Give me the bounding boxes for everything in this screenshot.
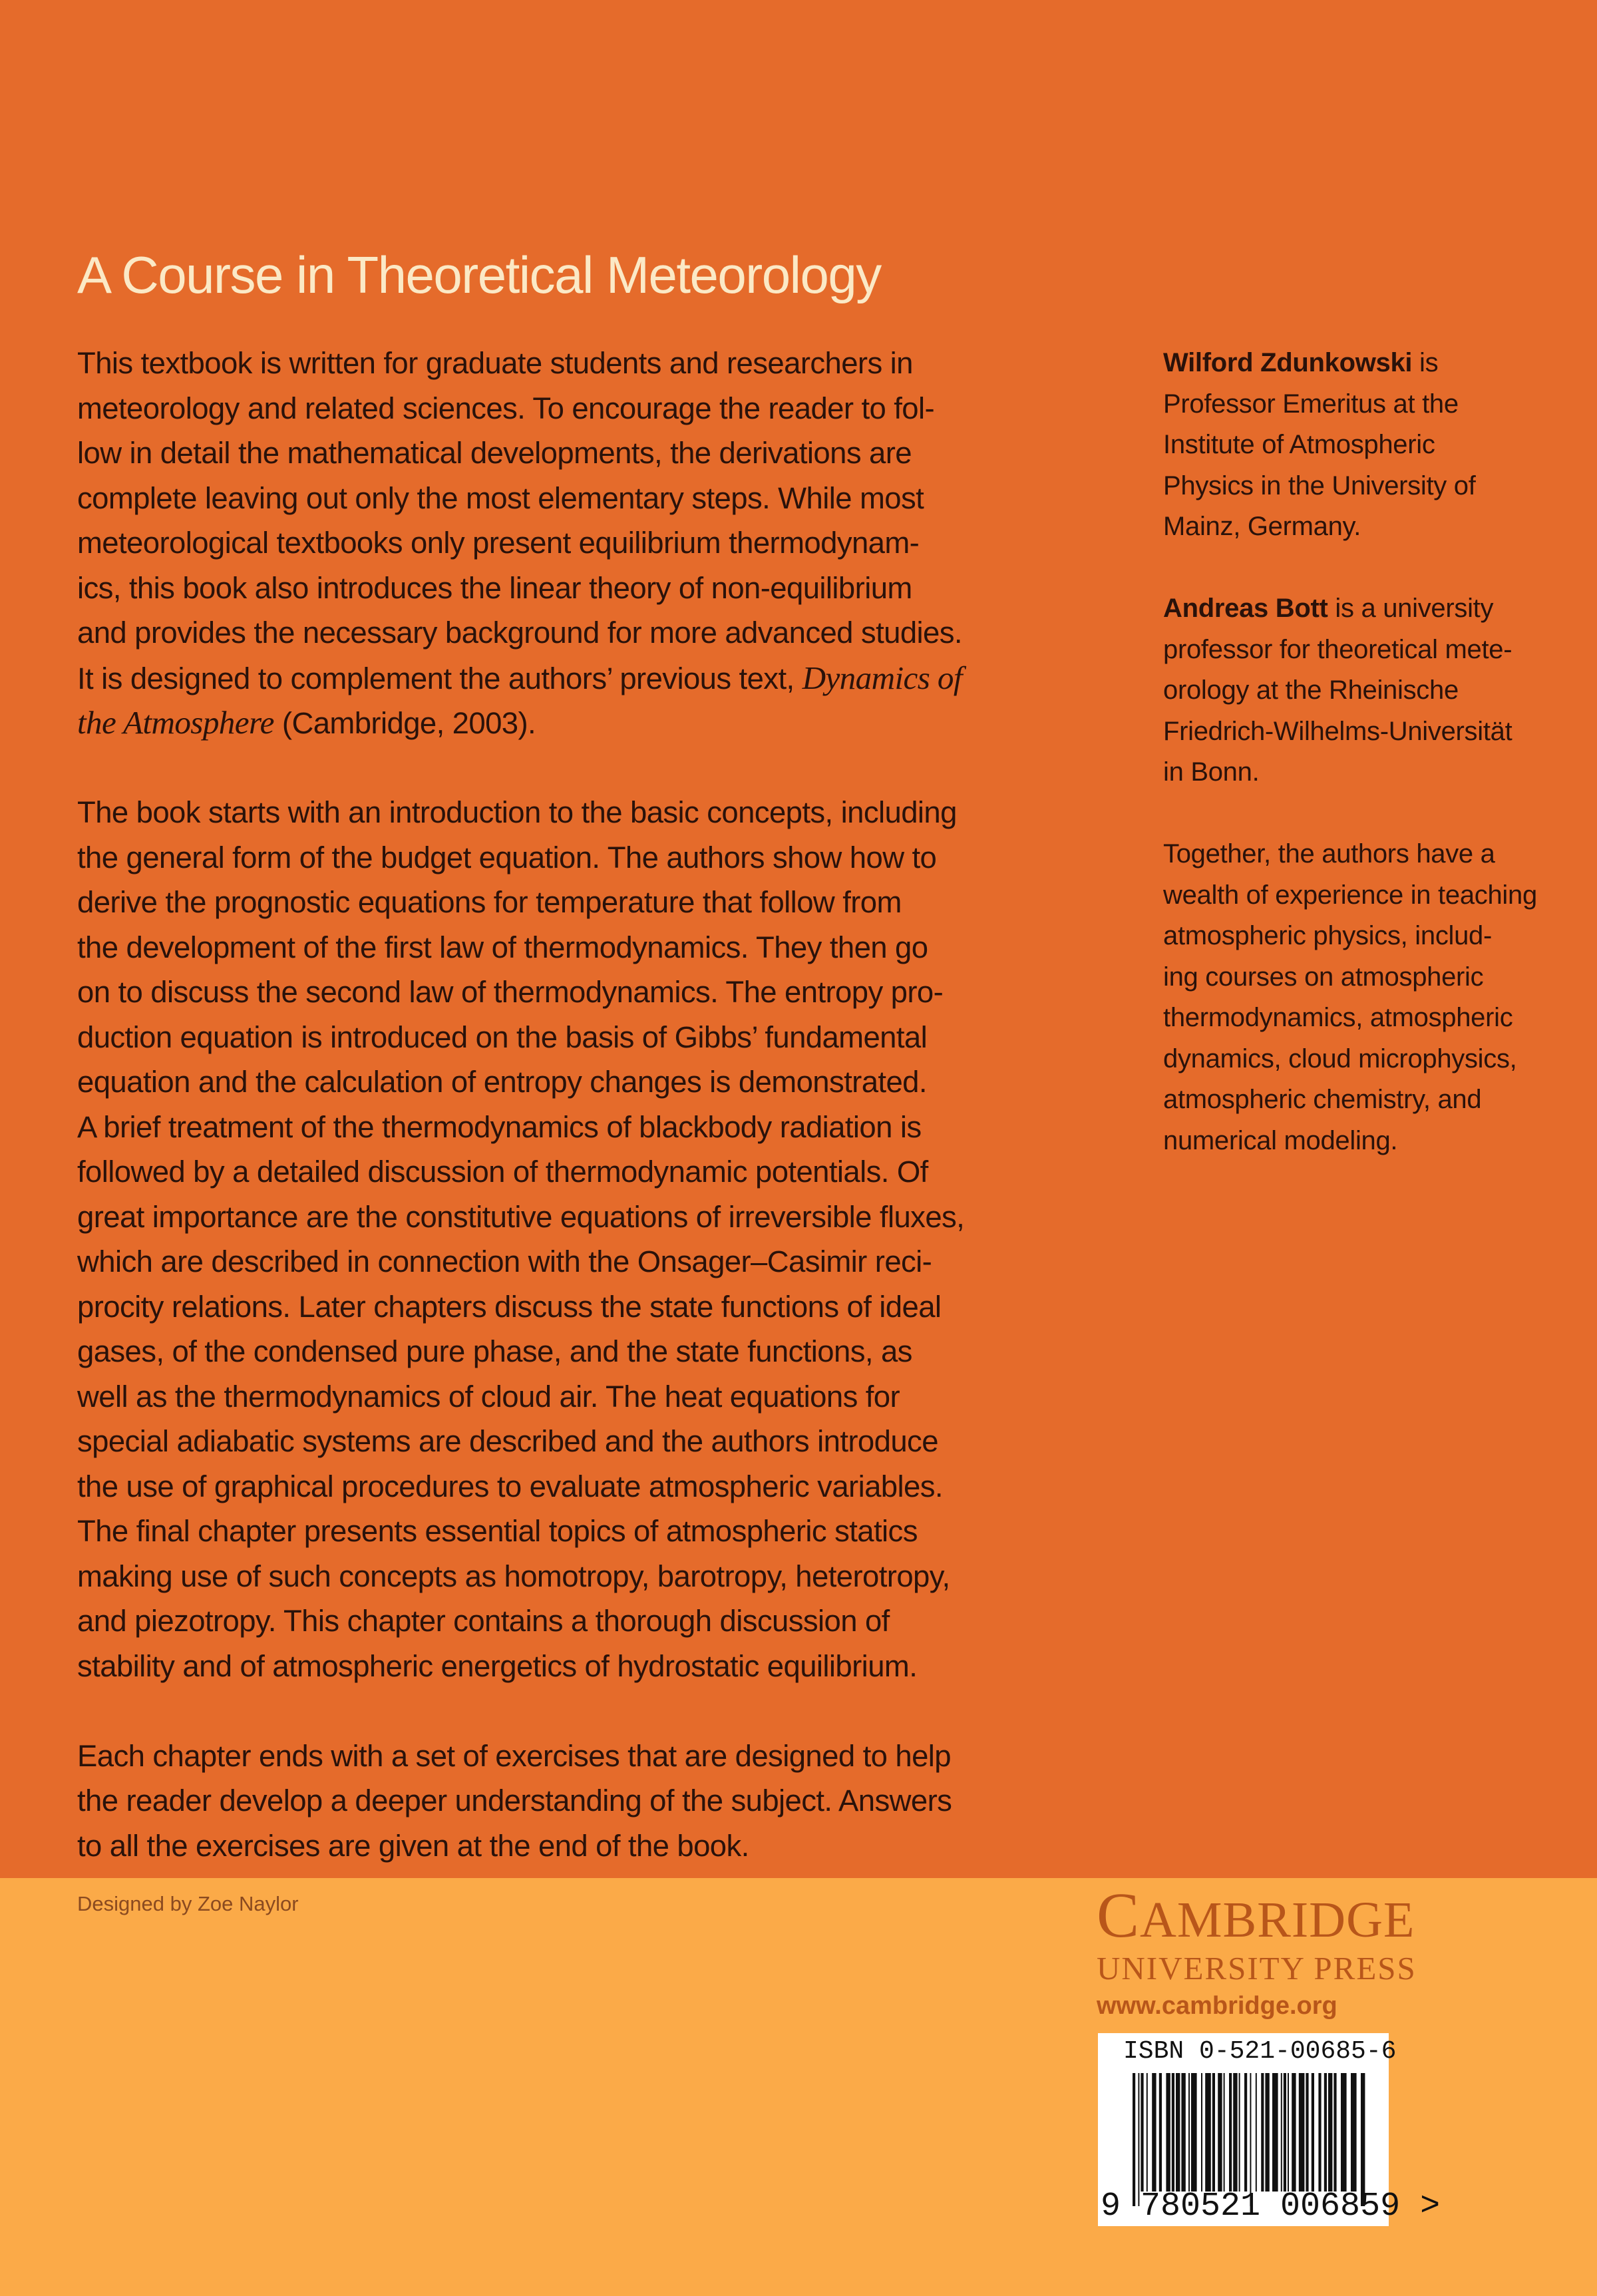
text-line: followed by a detailed discussion of thermodynamic potentials. Of (77, 1155, 928, 1189)
paragraph-gap (77, 745, 964, 791)
author-line: Together, the authors have a (1163, 839, 1495, 868)
text-line (77, 656, 964, 701)
author-line: orology at the Rheinische (1163, 675, 1459, 705)
text-segment: is (1412, 348, 1439, 377)
barcode-bar (1188, 2073, 1190, 2192)
barcode-bar (1191, 2073, 1197, 2192)
paragraph-gap (77, 1688, 964, 1734)
text-line: meteorological textbooks only present equilibrium thermodynam- (77, 526, 920, 560)
barcode-bar (1172, 2073, 1174, 2192)
text-line (77, 700, 964, 745)
text-segment: It is designed to complement the authors’ previous text, (77, 661, 802, 695)
barcode-bar (1147, 2073, 1148, 2192)
text-line: derive the prognostic equations for temperature that follow from (77, 885, 902, 919)
barcode-bar (1224, 2073, 1225, 2192)
description-column (77, 341, 964, 1868)
paragraph-gap (1163, 793, 1537, 835)
barcode-bar (1341, 2073, 1347, 2192)
publisher-name: CAMBRIDGE (1097, 1879, 1415, 1951)
book-title: A Course in Theoretical Meteorology (77, 246, 881, 304)
author-line (1163, 588, 1537, 630)
text-line: meteorology and related sciences. To encourage the reader to fol- (77, 391, 935, 425)
author-line: Institute of Atmospheric (1163, 430, 1435, 459)
author-line: Physics in the University of (1163, 471, 1476, 500)
text-line: low in detail the mathematical developments, the derivations are (77, 436, 912, 470)
barcode-bar (1138, 2073, 1139, 2206)
author-line: numerical modeling. (1163, 1125, 1398, 1155)
barcode-bar (1152, 2073, 1156, 2192)
barcode-bar (1265, 2073, 1269, 2192)
text-line: stability and of atmospheric energetics of hydrostatic equilibrium. (77, 1648, 918, 1683)
barcode-bar (1306, 2073, 1308, 2192)
author-line: Professor Emeritus at the (1163, 389, 1459, 419)
author-line: dynamics, cloud microphysics, (1163, 1044, 1517, 1073)
barcode-bar (1250, 2073, 1251, 2206)
barcode-bar (1133, 2073, 1135, 2206)
designer-credit: Designed by Zoe Naylor (77, 1892, 299, 1915)
barcode-bar (1324, 2073, 1327, 2192)
publisher-subtitle: UNIVERSITY PRESS (1097, 1950, 1417, 1987)
italic-book-title: Dynamics of (802, 659, 962, 696)
barcode-bar (1166, 2073, 1170, 2192)
text-line: great importance are the constitutive equations of irreversible fluxes, (77, 1199, 965, 1234)
barcode-bar (1272, 2073, 1278, 2192)
barcode-bar (1333, 2073, 1336, 2192)
barcode-bar (1176, 2073, 1180, 2192)
text-line: ics, this book also introduces the linear theory of non-equilibrium (77, 570, 912, 605)
barcode-bar (1239, 2073, 1240, 2192)
text-line: complete leaving out only the most elementary steps. While most (77, 480, 924, 515)
text-line: to all the exercises are given at the end of the book. (77, 1828, 749, 1863)
author-name: Andreas Bott (1163, 594, 1328, 623)
barcode-bar (1261, 2073, 1264, 2192)
author-bios (1163, 343, 1537, 1155)
barcode-bar (1212, 2073, 1215, 2192)
authors-column (1163, 343, 1537, 1155)
barcode-bar (1201, 2073, 1202, 2192)
italic-book-title: the Atmosphere (77, 704, 274, 741)
author-line: ing courses on atmospheric (1163, 962, 1484, 992)
barcode-bar (1229, 2073, 1232, 2192)
text-line: making use of such concepts as homotropy, barotropy, heterotropy, (77, 1559, 950, 1593)
paragraph-gap (1163, 548, 1537, 589)
text-line: This textbook is written for graduate students and researchers in (77, 346, 913, 380)
barcode-bar (1181, 2073, 1185, 2192)
author-line: atmospheric chemistry, and (1163, 1085, 1482, 1114)
text-line: and provides the necessary background for more advanced studies. (77, 616, 962, 650)
text-line: gases, of the condensed pure phase, and the state functions, as (77, 1334, 912, 1368)
text-line: which are described in connection with the Onsager–Casimir reci- (77, 1244, 932, 1278)
barcode-bar (1299, 2073, 1305, 2192)
text-line: and piezotropy. This chapter contains a thorough discussion of (77, 1604, 890, 1638)
text-line: special adiabatic systems are described and the authors introduce (77, 1424, 938, 1458)
text-line: The final chapter presents essential topics of atmospheric statics (77, 1514, 918, 1548)
barcode-bar (1256, 2073, 1257, 2192)
author-line: Friedrich-Wilhelms-Universität (1163, 716, 1512, 746)
text-line: the general form of the budget equation. The authors show how to (77, 840, 937, 874)
text-line: duction equation is introduced on the basis of Gibbs’ fundamental (77, 1020, 928, 1054)
author-line: in Bonn. (1163, 757, 1260, 787)
barcode-bar (1351, 2073, 1357, 2192)
barcode-bar (1288, 2073, 1289, 2192)
text-segment: is a university (1328, 594, 1494, 623)
text-line: on to discuss the second law of thermodynamics. The entropy pro- (77, 975, 944, 1009)
barcode-bar (1244, 2073, 1247, 2192)
barcode-bar (1159, 2073, 1162, 2192)
barcode-bar (1218, 2073, 1222, 2192)
barcode-bar (1328, 2073, 1332, 2192)
text-line: the reader develop a deeper understanding of the subject. Answers (77, 1784, 952, 1818)
barcode-bar (1361, 2073, 1365, 2206)
barcode-bar (1318, 2073, 1321, 2192)
author-line (1163, 343, 1537, 384)
publisher-logo (1097, 1879, 1417, 2020)
author-line: thermodynamics, atmospheric (1163, 1003, 1513, 1032)
barcode-bar (1292, 2073, 1296, 2192)
text-segment: (Cambridge, 2003). (273, 706, 536, 740)
author-line: wealth of experience in teaching (1163, 880, 1537, 910)
barcode-bar (1281, 2073, 1282, 2192)
barcode-bar (1312, 2073, 1314, 2192)
publisher-url[interactable]: www.cambridge.org (1097, 1992, 1337, 2020)
author-line: professor for theoretical mete- (1163, 634, 1512, 664)
author-line: Mainz, Germany. (1163, 512, 1361, 541)
barcode-digits: 9 780521 006859 > (1101, 2188, 1441, 2225)
text-line: the use of graphical procedures to evaluate atmospheric variables. (77, 1469, 943, 1503)
author-name: Wilford Zdunkowski (1163, 348, 1413, 377)
text-line: A brief treatment of the thermodynamics of blackbody radiation is (77, 1109, 922, 1144)
text-line: equation and the calculation of entropy changes is demonstrated. (77, 1065, 927, 1099)
barcode-bar (1205, 2073, 1211, 2192)
text-line: procity relations. Later chapters discuss the state functions of ideal (77, 1289, 942, 1324)
barcode-bar (1233, 2073, 1237, 2192)
isbn-label: ISBN 0-521-00685-6 (1123, 2037, 1397, 2066)
isbn-barcode-box (1098, 2033, 1441, 2226)
text-line: The book starts with an introduction to the basic concepts, including (77, 795, 957, 829)
text-line: Each chapter ends with a set of exercises that are designed to help (77, 1738, 951, 1773)
text-line: the development of the first law of thermodynamics. They then go (77, 930, 928, 964)
text-line: well as the thermodynamics of cloud air. The heat equations for (77, 1379, 900, 1414)
barcode-bar (1284, 2073, 1286, 2192)
barcode-bar (1141, 2073, 1143, 2192)
author-line: atmospheric physics, includ- (1163, 921, 1493, 950)
